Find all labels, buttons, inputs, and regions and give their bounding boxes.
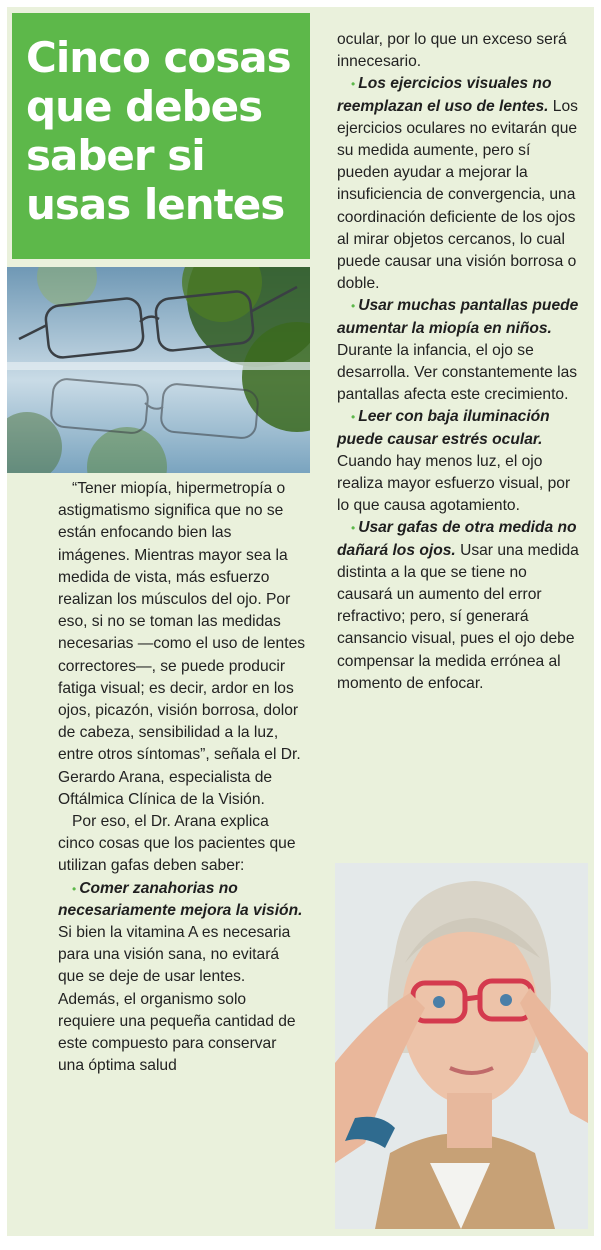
tip-2-title: Los ejercicios visuales no reemplazan el uso de lentes. [337, 75, 552, 115]
tip-4-body: Cuando hay menos luz, el ojo realiza mayor esfuerzo visual, por lo que causa agotamiento. [337, 452, 571, 515]
tip-5-title: Usar gafas de otra medida no dañará los ojos. [337, 519, 577, 559]
tip-1-body: Si bien la vitamina A es necesaria para una visión sana, no evitará que se deje de usar lentes. Además, el organismo solo requiere una pequeña cantidad de este compuesto para conservar una óptima salud [58, 924, 296, 1075]
tip-1-title: Comer zanahorias no necesariamente mejora la visión. [58, 879, 303, 919]
tip-1-continuation: ocular, por lo que un exceso será innecesario. [337, 31, 567, 71]
tip-2-body: Los ejercicios oculares no evitarán que su medida aumente, pero sí pueden ayudar a mejorar la insuficiencia de convergencia, una coordinación deficiente de los ojos al mirar objetos cercanos, lo cual puede causar una visión borrosa o doble. [337, 97, 578, 293]
headline: Cinco cosas que debes saber si usas lentes [26, 33, 291, 229]
intro-lead: Por eso, el Dr. Arana explica cinco cosas que los pacientes que utilizan gafas deben saber: [58, 813, 296, 875]
bullet-icon: • [351, 410, 356, 425]
left-column [58, 478, 306, 1077]
woman-with-glasses-photo [335, 863, 588, 1229]
intro-quote: “Tener miopía, hipermetropía o astigmatismo significa que no se están enfocando bien las imágenes. Mientras mayor sea la medida de vista, más esfuerzo realizan los músculos del ojo. Por eso, si no se toman las medidas necesarias —como el uso de lentes correctores—, se puede producir fatiga visual; es decir, ardor en los ojos, picazón, visión borrosa, dolor de cabeza, sensibilidad a la luz, entre otros síntomas”, señala el Dr. Gerardo Arana, especialista de Oftálmica Clínica de la Visión. [58, 480, 306, 808]
tip-2 [337, 73, 585, 295]
bullet-icon: • [72, 881, 77, 896]
tip-4-title: Leer con baja iluminación puede causar estrés ocular. [337, 408, 550, 448]
right-column [337, 29, 585, 695]
glasses-illustration [7, 267, 310, 473]
bullet-icon: • [351, 299, 356, 314]
bullet-icon: • [351, 77, 356, 92]
headline-box [12, 13, 310, 259]
glasses-photo [7, 267, 310, 473]
article-panel [7, 7, 594, 1236]
tip-5 [337, 517, 585, 695]
tip-3-title: Usar muchas pantallas puede aumentar la miopía en niños. [337, 297, 579, 337]
bullet-icon: • [351, 521, 356, 536]
woman-illustration [335, 863, 588, 1229]
tip-4 [337, 406, 585, 517]
tip-3-body: Durante la infancia, el ojo se desarrolla. Ver constantemente las pantallas afecta este crecimiento. [337, 341, 578, 404]
tip-3 [337, 295, 585, 406]
tip-1 [58, 878, 306, 1078]
tip-5-body: Usar una medida distinta a la que se tiene no causará un aumento del error refractivo; pero, sí generará cansancio visual, pues el ojo debe compensar la medida errónea al momento de enfocar. [337, 541, 579, 692]
